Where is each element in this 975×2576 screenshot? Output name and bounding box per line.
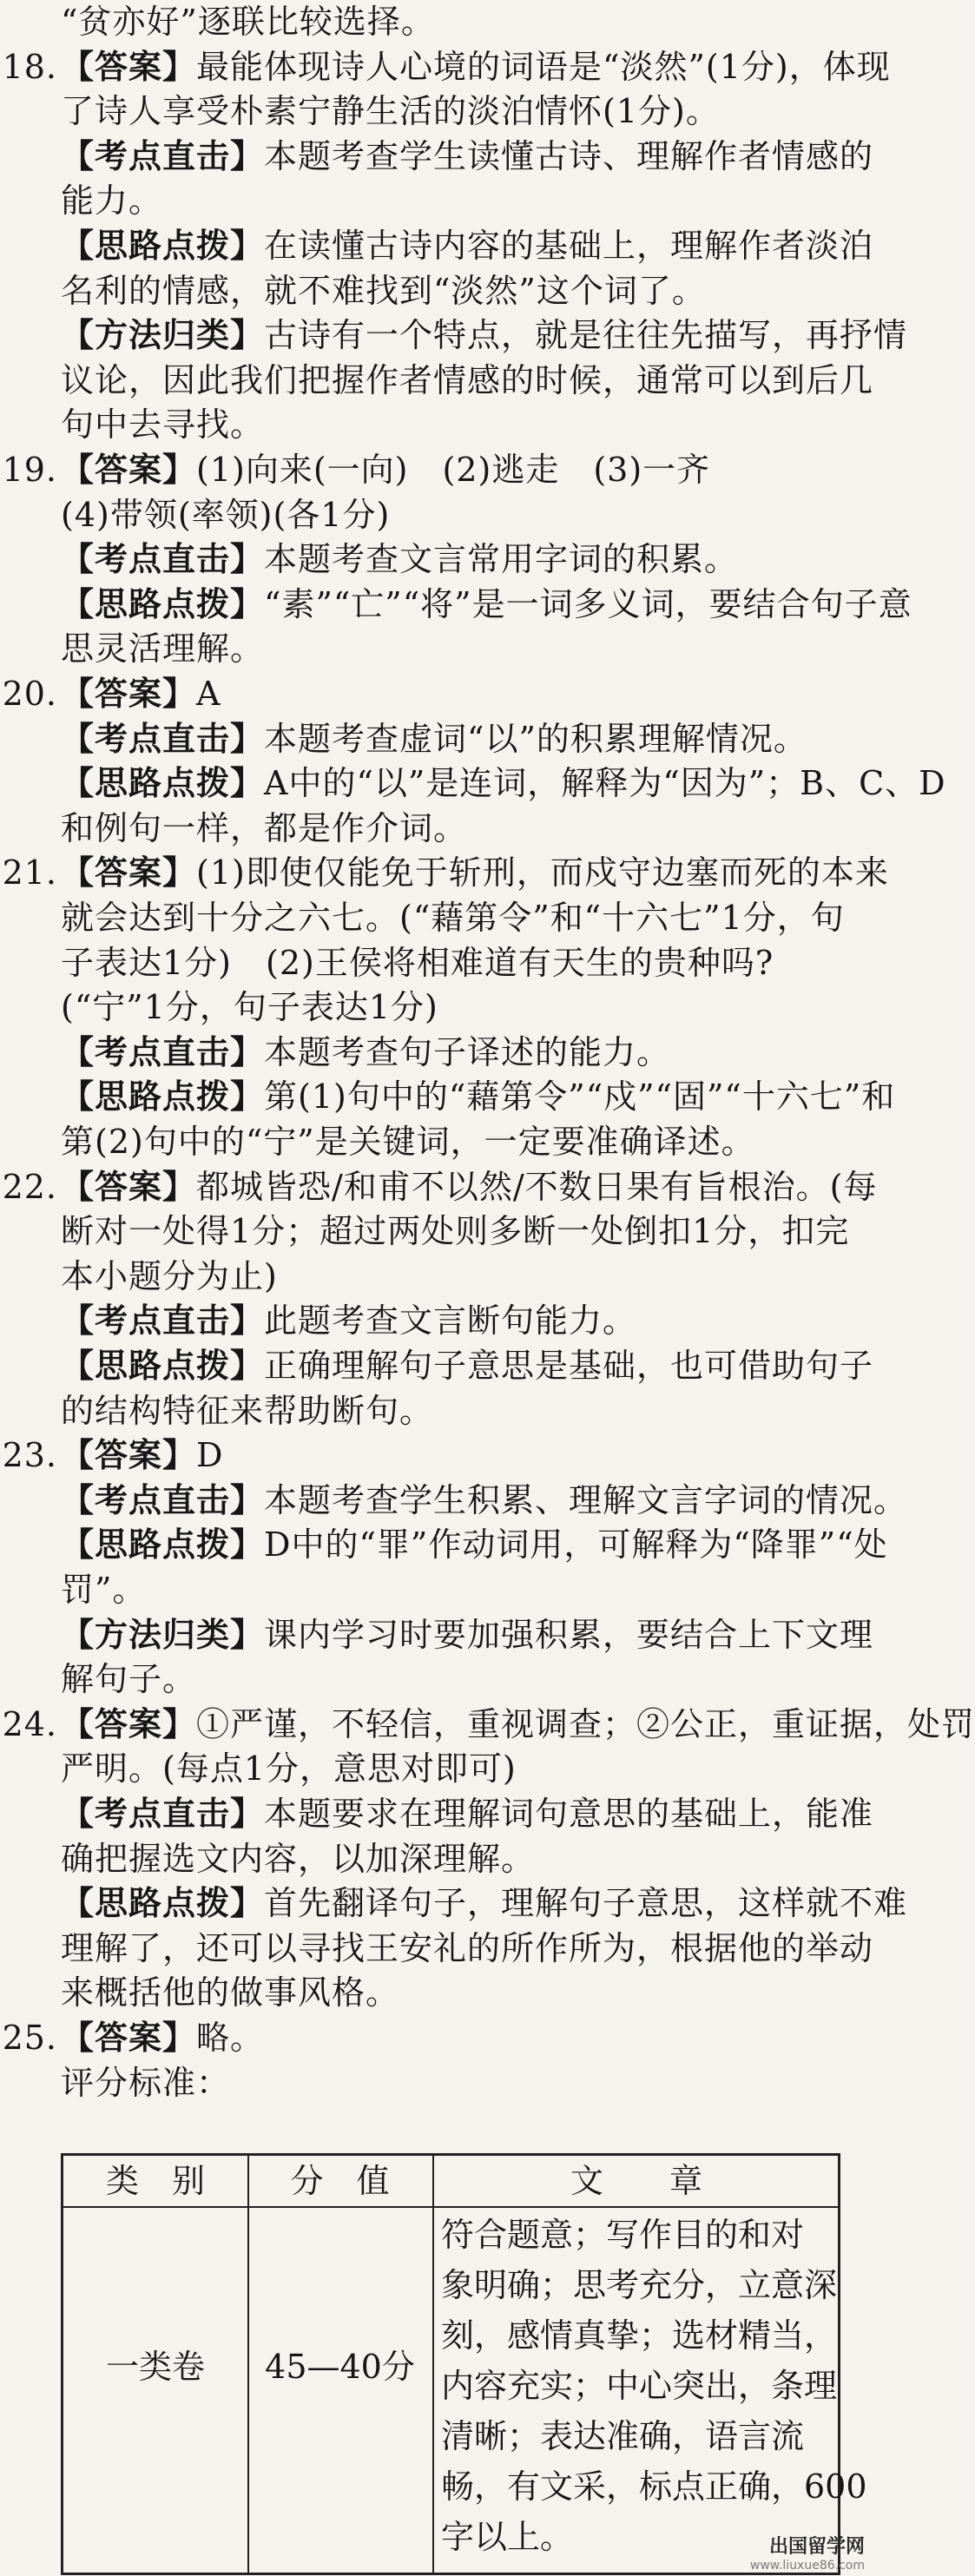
text-line <box>0 1299 636 1342</box>
section-tag: 【答案】 <box>61 675 197 713</box>
line-text: D中的“罪”作动词用，可解释为“降罪”“处 <box>264 1525 888 1565</box>
line-text: 罚”。 <box>61 1571 147 1609</box>
text-line <box>0 1075 895 1118</box>
section-tag: 【答案】 <box>61 1436 197 1475</box>
text-line <box>0 1479 907 1522</box>
article-criteria-line: 畅，有文采，标点正确，600 <box>441 2467 867 2506</box>
article-criteria-line: 刻，感情真挚；选材精当， <box>441 2316 838 2355</box>
article-criteria-line: 内容充实；中心突出，条理 <box>441 2367 838 2405</box>
text-line <box>0 941 774 985</box>
text-line <box>0 0 435 43</box>
text-line <box>0 761 946 805</box>
text-line <box>0 1792 873 1835</box>
line-text: 评分标准： <box>61 2063 231 2102</box>
line-text: 议论，因此我们把握作者情感的时候，通常可以到后几 <box>61 360 874 399</box>
text-line <box>0 269 706 313</box>
section-tag: 【答案】 <box>61 47 197 86</box>
text-line <box>0 717 807 761</box>
line-text: (“宁”1分，句子表达1分) <box>61 988 438 1027</box>
article-criteria-line: 象明确；思考充分，立意深 <box>441 2266 838 2304</box>
line-text: 本题考查虚词“以”的积累理解情况。 <box>264 719 807 758</box>
question-number: 19. <box>2 451 57 489</box>
section-tag: 【答案】 <box>61 1167 197 1206</box>
line-text: 略。 <box>196 2019 265 2057</box>
line-text: 都城皆恐/和甫不以然/不数日果有旨根治。(每 <box>196 1167 878 1206</box>
text-line <box>0 1031 670 1074</box>
text-line <box>0 1255 278 1298</box>
line-text: (4)带领(率领)(各1分) <box>61 495 391 534</box>
line-text: 断对一处得1分；超过两处则多断一处倒扣1分，扣完 <box>61 1212 850 1251</box>
table-divider <box>432 2156 434 2573</box>
text-line <box>0 1433 223 1477</box>
text-line <box>0 672 221 715</box>
line-text: 和例句一样，都是作介词。 <box>61 808 468 847</box>
line-text: (1)即使仅能免于斩刑，而戍守边塞而死的本来 <box>196 853 889 893</box>
table-divider <box>63 2206 838 2208</box>
text-line <box>0 2016 264 2059</box>
section-tag: 【思路点拨】 <box>61 1884 265 1923</box>
section-tag: 【思路点拨】 <box>61 227 265 265</box>
line-text: 子表达1分) (2)王侯将相难道有天生的贵种吗? <box>61 943 774 982</box>
line-text: 课内学习时要加强积累，要结合上下文理 <box>264 1615 874 1654</box>
article-criteria-line: 字以上。 <box>441 2518 574 2556</box>
question-number: 20. <box>2 675 57 713</box>
line-text: 古诗有一个特点，就是往往先描写，再抒情 <box>264 316 908 355</box>
text-line <box>0 627 264 670</box>
text-line <box>0 1165 877 1209</box>
section-tag: 【答案】 <box>61 2019 197 2057</box>
question-number: 25. <box>2 2019 57 2057</box>
text-line <box>0 1837 535 1881</box>
table-header-article: 文 章 <box>570 2162 702 2200</box>
line-text: 理解了，还可以寻找王安礼的所作所为，根据他的举动 <box>61 1928 874 1967</box>
text-line <box>0 1971 399 2014</box>
section-tag: 【思路点拨】 <box>61 1525 265 1565</box>
question-number: 23. <box>2 1436 57 1475</box>
text-line <box>0 1120 755 1163</box>
line-text: 思灵活理解。 <box>61 629 265 669</box>
line-text: ①严谨，不轻信，重视调查；②公正，重证据，处罚 <box>196 1704 975 1743</box>
question-number: 21. <box>2 853 57 893</box>
question-number: 24. <box>2 1704 57 1743</box>
article-criteria-line: 清晰；表达准确，语言流 <box>441 2417 805 2455</box>
line-text: 严明。(每点1分，意思对即可) <box>61 1749 517 1789</box>
line-text: 本题考查句子译述的能力。 <box>264 1032 671 1071</box>
line-text: 确把握选文内容，以加深理解。 <box>61 1839 536 1878</box>
table-cell-score: 45—40分 <box>265 2348 415 2386</box>
text-line <box>0 179 162 222</box>
section-tag: 【考点直击】 <box>61 540 265 579</box>
text-line <box>0 1523 888 1566</box>
text-line <box>0 493 390 537</box>
text-line <box>0 1747 517 1790</box>
text-line <box>0 359 873 402</box>
text-line <box>0 313 907 357</box>
section-tag: 【思路点拨】 <box>61 764 265 803</box>
line-text: 句中去寻找。 <box>61 405 265 445</box>
watermark-title: 出国留学网 <box>768 2536 865 2558</box>
text-line <box>0 1613 873 1657</box>
line-text: 此题考查文言断句能力。 <box>264 1301 637 1341</box>
line-text: 在读懂古诗内容的基础上，理解作者淡泊 <box>264 227 874 265</box>
table-header-score: 分 值 <box>290 2162 390 2200</box>
line-text: 名利的情感，就不难找到“淡然”这个词了。 <box>61 271 706 310</box>
text-line <box>0 1927 873 1970</box>
line-text: 解句子。 <box>61 1660 197 1699</box>
section-tag: 【考点直击】 <box>61 1301 265 1341</box>
section-tag: 【考点直击】 <box>61 1795 265 1833</box>
line-text: 就会达到十分之六七。(“藉第令”和“十六七”1分，句 <box>61 899 845 937</box>
question-number: 18. <box>2 47 57 86</box>
line-text: A <box>196 675 221 713</box>
text-line <box>0 403 264 446</box>
text-line <box>0 583 912 626</box>
text-line <box>0 89 720 133</box>
text-line <box>0 1209 849 1253</box>
text-line <box>0 224 873 267</box>
line-text: 来概括他的做事风格。 <box>61 1973 400 2013</box>
table-header-category: 类 别 <box>105 2162 205 2200</box>
section-tag: 【考点直击】 <box>61 136 265 175</box>
line-text: 本小题分为止) <box>61 1256 278 1295</box>
text-line <box>0 985 438 1029</box>
section-tag: 【方法归类】 <box>61 1615 265 1654</box>
line-text: 本题考查学生积累、理解文言字词的情况。 <box>264 1480 908 1519</box>
line-text: A中的“以”是连词，解释为“因为”；B、C、D <box>264 764 946 803</box>
question-number: 22. <box>2 1167 57 1206</box>
text-line <box>0 1703 975 1746</box>
section-tag: 【答案】 <box>61 451 197 489</box>
text-line <box>0 448 710 491</box>
line-text: 了诗人享受朴素宁静生活的淡泊情怀(1分)。 <box>61 92 720 131</box>
text-line <box>0 1881 907 1925</box>
table-cell-category: 一类卷 <box>105 2348 205 2386</box>
text-line <box>0 135 873 178</box>
section-tag: 【考点直击】 <box>61 719 265 758</box>
section-tag: 【方法归类】 <box>61 316 265 355</box>
line-text: “贫亦好”逐联比较选择。 <box>61 3 435 41</box>
watermark-url: www.liuxue86.com <box>749 2559 865 2573</box>
text-line <box>0 1389 433 1433</box>
section-tag: 【思路点拨】 <box>61 584 265 623</box>
text-line <box>0 807 467 850</box>
section-tag: 【思路点拨】 <box>61 1077 265 1117</box>
line-text: “素”“亡”“将”是一词多义词，要结合句子意 <box>264 584 912 623</box>
line-text: D <box>196 1436 224 1475</box>
section-tag: 【考点直击】 <box>61 1032 265 1071</box>
watermark-logo <box>750 2532 865 2573</box>
line-text: 正确理解句子意思是基础，也可借助句子 <box>264 1347 874 1385</box>
text-line <box>0 896 845 939</box>
line-text: 本题要求在理解词句意思的基础上，能准 <box>264 1795 874 1833</box>
text-line <box>0 1568 146 1611</box>
text-line <box>0 2061 230 2105</box>
article-criteria-line: 符合题意；写作目的和对 <box>441 2216 805 2254</box>
line-text: 本题考查学生读懂古诗、理解作者情感的 <box>264 136 874 175</box>
section-tag: 【思路点拨】 <box>61 1347 265 1385</box>
section-tag: 【考点直击】 <box>61 1480 265 1519</box>
line-text: 最能体现诗人心境的词语是“淡然”(1分)，体现 <box>196 47 891 86</box>
section-tag: 【答案】 <box>61 853 197 893</box>
text-line <box>0 45 891 89</box>
line-text: (1)向来(一向) (2)逃走 (3)一齐 <box>196 451 711 489</box>
line-text: 的结构特征来帮助断句。 <box>61 1391 434 1430</box>
scoring-table <box>61 2153 867 2575</box>
text-line <box>0 1657 196 1701</box>
text-line <box>0 537 738 581</box>
line-text: 本题考查文言常用字词的积累。 <box>264 540 739 579</box>
text-line <box>0 1344 873 1387</box>
text-line <box>0 851 889 894</box>
line-text: 首先翻译句子，理解句子意思，这样就不难 <box>264 1884 908 1923</box>
line-text: 能力。 <box>61 181 163 221</box>
section-tag: 【答案】 <box>61 1704 197 1743</box>
line-text: 第(1)句中的“藉第令”“戍”“固”“十六七”和 <box>264 1077 896 1117</box>
line-text: 第(2)句中的“宁”是关键词，一定要准确译述。 <box>61 1123 755 1161</box>
